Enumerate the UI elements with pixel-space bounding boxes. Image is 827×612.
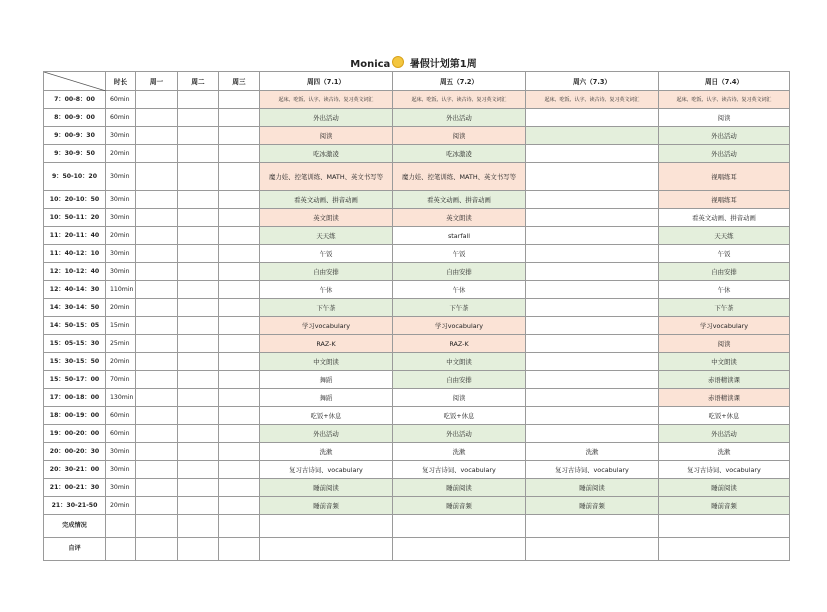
empty-cell-wed (219, 209, 260, 227)
activity-cell-sun: 外出活动 (659, 127, 790, 145)
table-row (44, 317, 790, 335)
activity-cell-thu: 起床、吃饭、认字、读古诗、复习英文词汇 (260, 91, 393, 109)
activity-cell-fri: 复习古诗词、vocabulary (393, 461, 526, 479)
activity-cell-fri: 洗漱 (393, 443, 526, 461)
activity-cell-sun: 睡前音频 (659, 497, 790, 515)
table-row (44, 371, 790, 389)
table-row (44, 389, 790, 407)
empty-cell (393, 538, 526, 561)
empty-cell-tue (178, 109, 219, 127)
table-row (44, 263, 790, 281)
activity-cell-fri: 魔力娃、控笔训练、MATH、英文书写等 (393, 163, 526, 191)
activity-cell-sun: 视唱练耳 (659, 191, 790, 209)
empty-cell (178, 515, 219, 538)
activity-cell-sun: 起床、吃饭、认字、读古诗、复习英文词汇 (659, 91, 790, 109)
time-cell: 7：00-8：00 (44, 91, 106, 109)
empty-cell-mon (136, 461, 178, 479)
self-eval-row (44, 538, 790, 561)
time-cell: 20：00-20：30 (44, 443, 106, 461)
empty-cell (260, 538, 393, 561)
activity-cell-thu: 睡前音频 (260, 497, 393, 515)
activity-cell-thu: 洗漱 (260, 443, 393, 461)
activity-cell-sun: 天天练 (659, 227, 790, 245)
empty-cell-tue (178, 389, 219, 407)
duration-cell: 60min (106, 425, 136, 443)
empty-cell-mon (136, 389, 178, 407)
activity-cell-sun: 洗漱 (659, 443, 790, 461)
activity-cell-fri: RAZ-K (393, 335, 526, 353)
title-main: 暑假计划第1周 (409, 59, 477, 70)
time-cell: 10：20-10：50 (44, 191, 106, 209)
header-sun: 周日（7.4） (659, 72, 790, 91)
empty-cell-mon (136, 425, 178, 443)
empty-cell-wed (219, 281, 260, 299)
table-row (44, 227, 790, 245)
activity-cell-thu: 吃饭+休息 (260, 407, 393, 425)
activity-cell-sun: 阅读 (659, 335, 790, 353)
activity-cell-sat (526, 317, 659, 335)
header-row (44, 72, 790, 91)
activity-cell-fri: 吃冰激凌 (393, 145, 526, 163)
time-cell: 9：30-9：50 (44, 145, 106, 163)
time-cell: 12：10-12：40 (44, 263, 106, 281)
activity-cell-thu: 魔力娃、控笔训练、MATH、英文书写等 (260, 163, 393, 191)
empty-cell (526, 515, 659, 538)
duration-cell: 20min (106, 145, 136, 163)
empty-cell-mon (136, 479, 178, 497)
duration-cell: 30min (106, 191, 136, 209)
empty-cell-tue (178, 317, 219, 335)
table-row (44, 109, 790, 127)
empty-cell-wed (219, 245, 260, 263)
activity-cell-thu: 学习vocabulary (260, 317, 393, 335)
activity-cell-thu: 英文朗读 (260, 209, 393, 227)
activity-cell-sun: 睡前阅读 (659, 479, 790, 497)
duration-cell: 60min (106, 407, 136, 425)
empty-cell (526, 538, 659, 561)
empty-cell-wed (219, 317, 260, 335)
empty-cell (219, 538, 260, 561)
empty-cell-wed (219, 353, 260, 371)
time-cell: 15：05-15：30 (44, 335, 106, 353)
empty-cell (260, 515, 393, 538)
activity-cell-thu: 吃冰激凌 (260, 145, 393, 163)
empty-cell-mon (136, 127, 178, 145)
empty-cell-tue (178, 443, 219, 461)
empty-cell-tue (178, 335, 219, 353)
empty-cell-wed (219, 109, 260, 127)
activity-cell-sun: 阅读 (659, 109, 790, 127)
time-cell: 11：20-11：40 (44, 227, 106, 245)
activity-cell-sat (526, 299, 659, 317)
activity-cell-sat (526, 127, 659, 145)
header-mon: 周一 (136, 72, 178, 91)
empty-cell-wed (219, 299, 260, 317)
activity-cell-fri: 外出活动 (393, 425, 526, 443)
duration-cell: 30min (106, 443, 136, 461)
header-wed: 周三 (219, 72, 260, 91)
empty-cell-wed (219, 163, 260, 191)
table-row (44, 443, 790, 461)
empty-cell-tue (178, 191, 219, 209)
activity-cell-sun: 赤语精读课 (659, 389, 790, 407)
activity-cell-fri: 阅读 (393, 127, 526, 145)
table-row (44, 281, 790, 299)
activity-cell-sun: 视唱练耳 (659, 163, 790, 191)
table-row (44, 127, 790, 145)
time-cell: 15：50-17：00 (44, 371, 106, 389)
empty-cell (106, 538, 136, 561)
activity-cell-sat (526, 407, 659, 425)
activity-cell-fri: 中文朗读 (393, 353, 526, 371)
empty-cell-tue (178, 163, 219, 191)
activity-cell-sat (526, 163, 659, 191)
table-row (44, 191, 790, 209)
empty-cell-wed (219, 479, 260, 497)
duration-cell: 15min (106, 317, 136, 335)
diagonal-line (44, 72, 106, 91)
activity-cell-fri: 午休 (393, 281, 526, 299)
activity-cell-sun: 午饭 (659, 245, 790, 263)
empty-cell-wed (219, 145, 260, 163)
empty-cell (178, 538, 219, 561)
duration-cell: 25min (106, 335, 136, 353)
empty-cell-wed (219, 91, 260, 109)
activity-cell-thu: 午饭 (260, 245, 393, 263)
time-cell: 9：50-10：20 (44, 163, 106, 191)
activity-cell-sat (526, 245, 659, 263)
empty-cell-tue (178, 461, 219, 479)
empty-cell-tue (178, 299, 219, 317)
completion-row (44, 515, 790, 538)
activity-cell-sat: 起床、吃饭、认字、读古诗、复习英文词汇 (526, 91, 659, 109)
duration-cell: 30min (106, 127, 136, 145)
empty-cell-mon (136, 109, 178, 127)
empty-cell-mon (136, 263, 178, 281)
time-cell: 21：30-21-50 (44, 497, 106, 515)
activity-cell-sat (526, 425, 659, 443)
activity-cell-sun: 赤语精读课 (659, 371, 790, 389)
activity-cell-thu: 自由安排 (260, 263, 393, 281)
empty-cell-wed (219, 425, 260, 443)
empty-cell-wed (219, 371, 260, 389)
activity-cell-fri: 下午茶 (393, 299, 526, 317)
empty-cell-mon (136, 299, 178, 317)
duration-cell: 20min (106, 353, 136, 371)
duration-cell: 30min (106, 209, 136, 227)
empty-cell-wed (219, 127, 260, 145)
table-row (44, 425, 790, 443)
activity-cell-sat: 睡前音频 (526, 497, 659, 515)
activity-cell-sun: 下午茶 (659, 299, 790, 317)
time-cell: 10：50-11：20 (44, 209, 106, 227)
empty-cell-wed (219, 227, 260, 245)
empty-cell-mon (136, 497, 178, 515)
time-cell: 17：00-18：00 (44, 389, 106, 407)
empty-cell (219, 515, 260, 538)
activity-cell-fri: 学习vocabulary (393, 317, 526, 335)
activity-cell-fri: 自由安排 (393, 263, 526, 281)
table-row (44, 145, 790, 163)
activity-cell-thu: 看英文动画、拼音动画 (260, 191, 393, 209)
activity-cell-fri: 看英文动画、拼音动画 (393, 191, 526, 209)
empty-cell (659, 538, 790, 561)
table-row (44, 91, 790, 109)
flower-icon (392, 56, 404, 68)
time-cell: 15：30-15：50 (44, 353, 106, 371)
empty-cell (659, 515, 790, 538)
table-row (44, 479, 790, 497)
table-row (44, 407, 790, 425)
empty-cell-mon (136, 209, 178, 227)
empty-cell-tue (178, 281, 219, 299)
empty-cell-tue (178, 497, 219, 515)
header-tue: 周二 (178, 72, 219, 91)
table-row (44, 461, 790, 479)
activity-cell-fri: 午饭 (393, 245, 526, 263)
activity-cell-sat (526, 281, 659, 299)
time-cell: 8：00-9：00 (44, 109, 106, 127)
time-cell: 12：40-14：30 (44, 281, 106, 299)
activity-cell-thu: 天天练 (260, 227, 393, 245)
empty-cell-mon (136, 281, 178, 299)
header-thu: 周四（7.1） (260, 72, 393, 91)
activity-cell-sun: 外出活动 (659, 145, 790, 163)
time-cell: 9：00-9：30 (44, 127, 106, 145)
time-cell: 20：30-21：00 (44, 461, 106, 479)
empty-cell-mon (136, 371, 178, 389)
activity-cell-thu: 午休 (260, 281, 393, 299)
activity-cell-sun: 学习vocabulary (659, 317, 790, 335)
table-row (44, 353, 790, 371)
activity-cell-thu: 下午茶 (260, 299, 393, 317)
header-fri: 周五（7.2） (393, 72, 526, 91)
activity-cell-thu: 外出活动 (260, 425, 393, 443)
activity-cell-sun: 自由安排 (659, 263, 790, 281)
duration-cell: 30min (106, 245, 136, 263)
empty-cell (393, 515, 526, 538)
time-cell: 11：40-12：10 (44, 245, 106, 263)
activity-cell-sun: 外出活动 (659, 425, 790, 443)
activity-cell-sat: 复习古诗词、vocabulary (526, 461, 659, 479)
empty-cell-wed (219, 191, 260, 209)
duration-cell: 60min (106, 109, 136, 127)
activity-cell-thu: 复习古诗词、vocabulary (260, 461, 393, 479)
activity-cell-sat (526, 109, 659, 127)
activity-cell-sun: 复习古诗词、vocabulary (659, 461, 790, 479)
empty-cell-tue (178, 91, 219, 109)
duration-cell: 30min (106, 163, 136, 191)
empty-cell-mon (136, 191, 178, 209)
activity-cell-sat (526, 145, 659, 163)
activity-cell-fri: 吃饭+休息 (393, 407, 526, 425)
activity-cell-thu: 中文朗读 (260, 353, 393, 371)
duration-cell: 30min (106, 461, 136, 479)
empty-cell (136, 515, 178, 538)
activity-cell-sat (526, 263, 659, 281)
time-cell: 21：00-21：30 (44, 479, 106, 497)
activity-cell-fri: starfall (393, 227, 526, 245)
activity-cell-sun: 看英文动画、拼音动画 (659, 209, 790, 227)
page-title (0, 56, 827, 72)
empty-cell-tue (178, 127, 219, 145)
duration-cell: 130min (106, 389, 136, 407)
empty-cell-tue (178, 371, 219, 389)
empty-cell-tue (178, 245, 219, 263)
activity-cell-sat (526, 371, 659, 389)
activity-cell-thu: 外出活动 (260, 109, 393, 127)
activity-cell-sat (526, 209, 659, 227)
activity-cell-thu: RAZ-K (260, 335, 393, 353)
activity-cell-fri: 起床、吃饭、认字、读古诗、复习英文词汇 (393, 91, 526, 109)
activity-cell-thu: 睡前阅读 (260, 479, 393, 497)
empty-cell-tue (178, 353, 219, 371)
activity-cell-sun: 吃饭+休息 (659, 407, 790, 425)
empty-cell-tue (178, 425, 219, 443)
table-row (44, 497, 790, 515)
duration-cell: 20min (106, 227, 136, 245)
schedule-table (43, 71, 790, 561)
activity-cell-thu: 舞蹈 (260, 389, 393, 407)
activity-cell-sat: 睡前阅读 (526, 479, 659, 497)
duration-cell: 70min (106, 371, 136, 389)
empty-cell-mon (136, 353, 178, 371)
empty-cell-tue (178, 407, 219, 425)
empty-cell-wed (219, 389, 260, 407)
time-cell: 14：30-14：50 (44, 299, 106, 317)
empty-cell-wed (219, 263, 260, 281)
activity-cell-sat (526, 335, 659, 353)
table-row (44, 299, 790, 317)
empty-cell-tue (178, 227, 219, 245)
activity-cell-fri: 睡前阅读 (393, 479, 526, 497)
empty-cell-tue (178, 263, 219, 281)
header-sat: 周六（7.3） (526, 72, 659, 91)
empty-cell-wed (219, 335, 260, 353)
activity-cell-fri: 英文朗读 (393, 209, 526, 227)
empty-cell-mon (136, 245, 178, 263)
table-row (44, 163, 790, 191)
empty-cell-mon (136, 335, 178, 353)
activity-cell-sun: 中文朗读 (659, 353, 790, 371)
empty-cell (106, 515, 136, 538)
activity-cell-fri: 阅读 (393, 389, 526, 407)
activity-cell-sat (526, 389, 659, 407)
empty-cell (136, 538, 178, 561)
duration-cell: 20min (106, 299, 136, 317)
duration-cell: 20min (106, 497, 136, 515)
activity-cell-fri: 自由安排 (393, 371, 526, 389)
activity-cell-sat (526, 227, 659, 245)
activity-cell-fri: 外出活动 (393, 109, 526, 127)
empty-cell-wed (219, 407, 260, 425)
empty-cell-wed (219, 443, 260, 461)
time-cell: 14：50-15：05 (44, 317, 106, 335)
table-row (44, 335, 790, 353)
table-row (44, 209, 790, 227)
duration-cell: 30min (106, 263, 136, 281)
header-duration: 时长 (106, 72, 136, 91)
empty-cell-mon (136, 317, 178, 335)
corner-cell (44, 72, 106, 91)
empty-cell-tue (178, 479, 219, 497)
empty-cell-mon (136, 91, 178, 109)
activity-cell-thu: 阅读 (260, 127, 393, 145)
activity-cell-thu: 舞蹈 (260, 371, 393, 389)
empty-cell-tue (178, 209, 219, 227)
empty-cell-wed (219, 497, 260, 515)
activity-cell-fri: 睡前音频 (393, 497, 526, 515)
activity-cell-sat (526, 191, 659, 209)
footer-label: 自评 (44, 538, 106, 561)
empty-cell-mon (136, 145, 178, 163)
footer-label: 完成情况 (44, 515, 106, 538)
activity-cell-sat: 洗漱 (526, 443, 659, 461)
duration-cell: 30min (106, 479, 136, 497)
duration-cell: 110min (106, 281, 136, 299)
empty-cell-mon (136, 443, 178, 461)
activity-cell-sat (526, 353, 659, 371)
empty-cell-mon (136, 227, 178, 245)
activity-cell-sun: 午休 (659, 281, 790, 299)
table-row (44, 245, 790, 263)
time-cell: 18：00-19：00 (44, 407, 106, 425)
empty-cell-tue (178, 145, 219, 163)
empty-cell-wed (219, 461, 260, 479)
empty-cell-mon (136, 163, 178, 191)
empty-cell-mon (136, 407, 178, 425)
title-prefix: Monica (350, 59, 391, 70)
time-cell: 19：00-20：00 (44, 425, 106, 443)
duration-cell: 60min (106, 91, 136, 109)
